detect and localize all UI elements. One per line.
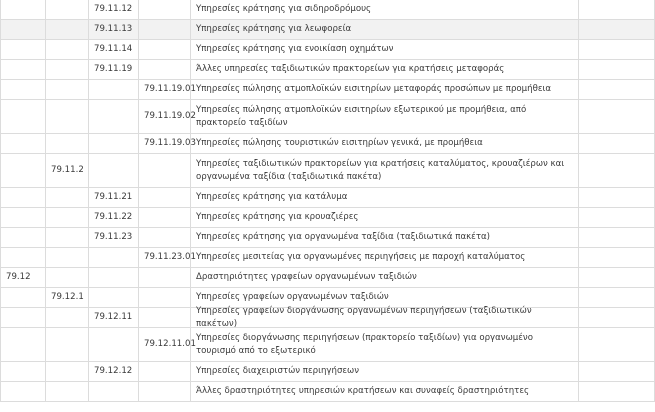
description-text: Υπηρεσίες πώλησης ατμοπλοϊκών εισιτηρίων μεταφοράς προσώπων με προμήθεια — [196, 84, 552, 95]
description-text: Υπηρεσίες κράτησης για ενοικίαση οχημάτων — [196, 44, 394, 55]
level3-code-cell — [88, 40, 138, 59]
table-row — [0, 134, 655, 154]
description-cell — [190, 268, 578, 287]
table-row — [0, 40, 655, 60]
table-row — [0, 100, 655, 134]
level4-code-cell — [138, 268, 190, 287]
extra-cell — [578, 134, 655, 153]
level1-code-cell — [0, 60, 45, 79]
level1-code-cell — [0, 100, 45, 133]
extra-cell — [578, 100, 655, 133]
level2-code-cell — [45, 40, 88, 59]
description-cell — [190, 20, 578, 39]
description-text: Υπηρεσίες κράτησης για σιδηροδρόμους — [196, 4, 372, 15]
level4-code-cell — [138, 100, 196, 133]
level4-code-cell — [138, 80, 196, 99]
level4-code-cell — [138, 40, 190, 59]
description-text: Υπηρεσίες κράτησης για λεωφορεία — [196, 24, 352, 35]
level4-code-text: 79.11.19.02 — [144, 111, 196, 122]
level3-code-cell — [88, 154, 138, 187]
level2-code-cell — [45, 100, 88, 133]
description-text: Υπηρεσίες κράτησης για κρουαζιέρες — [196, 212, 359, 223]
level2-code-cell — [45, 228, 88, 247]
level2-code-cell — [45, 134, 88, 153]
level3-code-cell — [88, 208, 138, 227]
table-row — [0, 20, 655, 40]
description-cell — [190, 0, 578, 19]
level3-code-cell — [88, 80, 138, 99]
level1-code-cell — [0, 20, 45, 39]
level2-code-cell — [45, 288, 88, 307]
table-row — [0, 328, 655, 362]
level3-code-cell — [88, 228, 138, 247]
description-text: Υπηρεσίες μεσιτείας για οργανωμένες περιηγήσεις με παροχή καταλύματος — [196, 252, 526, 263]
description-cell — [190, 80, 578, 99]
extra-cell — [578, 362, 655, 381]
table-row — [0, 208, 655, 228]
description-text: Υπηρεσίες κράτησης για οργανωμένα ταξίδια (ταξιδιωτικά πακέτα) — [196, 232, 491, 243]
level3-code-cell — [88, 60, 138, 79]
extra-cell — [578, 248, 655, 267]
level4-code-text: 79.11.19.03 — [144, 138, 196, 149]
description-text: Δραστηριότητες γραφείων οργανωμένων ταξιδιών — [196, 272, 417, 283]
extra-cell — [578, 208, 655, 227]
level3-code-text: 79.11.21 — [94, 192, 133, 203]
level2-code-cell — [45, 154, 88, 187]
level3-code-text: 79.12.11 — [94, 312, 133, 323]
level3-code-cell — [88, 362, 138, 381]
level3-code-text: 79.12.12 — [94, 366, 133, 377]
extra-cell — [578, 0, 655, 19]
level1-code-cell — [0, 308, 45, 327]
level1-code-cell — [0, 362, 45, 381]
extra-cell — [578, 154, 655, 187]
description-text: Υπηρεσίες ταξιδιωτικών πρακτορείων για κρατήσεις καταλύματος, κρουαζιέρων και οργανωμένα ταξίδια (ταξιδιωτικά πακέτα) — [196, 159, 565, 182]
level1-code-cell — [0, 382, 45, 401]
level2-code-cell — [45, 20, 88, 39]
description-text: Υπηρεσίες διοργάνωσης περιηγήσεων (πρακτορείο ταξιδίων) για οργανωμένο τουρισμό από το εξωτερικό — [196, 333, 533, 356]
level1-code-cell — [0, 328, 45, 361]
description-text: Άλλες υπηρεσίες ταξιδιωτικών πρακτορείων για κρατήσεις μεταφοράς — [196, 64, 505, 75]
level3-code-text: 79.11.19 — [94, 64, 133, 75]
extra-cell — [578, 228, 655, 247]
description-cell — [190, 362, 578, 381]
table-row — [0, 228, 655, 248]
level3-code-text: 79.11.14 — [94, 44, 133, 55]
description-text: Υπηρεσίες πώλησης τουριστικών εισιτηρίων γενικά, με προμήθεια — [196, 138, 483, 149]
level2-code-cell — [45, 80, 88, 99]
level1-code-cell — [0, 208, 45, 227]
description-text: Υπηρεσίες γραφείων διοργάνωσης οργανωμένων περιηγήσεων (ταξιδιωτικών πακέτων) — [196, 306, 532, 329]
description-cell — [190, 228, 578, 247]
table-row — [0, 80, 655, 100]
level1-code-cell — [0, 228, 45, 247]
extra-cell — [578, 308, 655, 327]
level4-code-cell — [138, 248, 196, 267]
level2-code-text: 79.11.2 — [51, 165, 84, 176]
level4-code-cell — [138, 60, 190, 79]
extra-cell — [578, 188, 655, 207]
level3-code-cell — [88, 188, 138, 207]
level3-code-cell — [88, 20, 138, 39]
description-cell — [190, 308, 578, 327]
extra-cell — [578, 80, 655, 99]
extra-cell — [578, 268, 655, 287]
level2-code-text: 79.12.1 — [51, 292, 84, 303]
table-row — [0, 0, 655, 20]
level2-code-cell — [45, 382, 88, 401]
level4-code-cell — [138, 362, 190, 381]
level4-code-text: 79.12.11.01 — [144, 339, 196, 350]
level4-code-cell — [138, 208, 190, 227]
level3-code-text: 79.11.12 — [94, 4, 133, 15]
level2-code-cell — [45, 0, 88, 19]
description-text: Υπηρεσίες κράτησης για κατάλυμα — [196, 192, 348, 203]
level4-code-cell — [138, 0, 190, 19]
level1-code-cell — [0, 154, 45, 187]
level3-code-cell — [88, 248, 138, 267]
extra-cell — [578, 20, 655, 39]
table-row — [0, 188, 655, 208]
level4-code-text: 79.11.19.01 — [144, 84, 196, 95]
level4-code-cell — [138, 308, 190, 327]
extra-cell — [578, 328, 655, 361]
level4-code-text: 79.11.23.01 — [144, 252, 196, 263]
table-row — [0, 308, 655, 328]
level2-code-cell — [45, 268, 88, 287]
level3-code-cell — [88, 100, 138, 133]
description-text: Υπηρεσίες διαχειριστών περιηγήσεων — [196, 366, 360, 377]
extra-cell — [578, 40, 655, 59]
level1-code-cell — [0, 288, 45, 307]
level1-code-cell — [0, 268, 45, 287]
level2-code-cell — [45, 308, 88, 327]
table-row — [0, 154, 655, 188]
level1-code-cell — [0, 134, 45, 153]
level1-code-cell — [0, 80, 45, 99]
level1-code-cell — [0, 188, 45, 207]
description-cell — [190, 154, 578, 187]
level2-code-cell — [45, 362, 88, 381]
level3-code-cell — [88, 134, 138, 153]
description-cell — [190, 40, 578, 59]
extra-cell — [578, 60, 655, 79]
level4-code-cell — [138, 20, 190, 39]
table-row — [0, 362, 655, 382]
description-text: Υπηρεσίες γραφείων οργανωμένων ταξιδιών — [196, 292, 389, 303]
extra-cell — [578, 288, 655, 307]
description-cell — [190, 208, 578, 227]
level4-code-cell — [138, 134, 196, 153]
level3-code-cell — [88, 382, 138, 401]
level3-code-cell — [88, 268, 138, 287]
level4-code-cell — [138, 188, 190, 207]
level3-code-cell — [88, 288, 138, 307]
level1-code-cell — [0, 40, 45, 59]
description-cell — [190, 382, 578, 401]
level2-code-cell — [45, 248, 88, 267]
description-cell — [190, 134, 578, 153]
level3-code-cell — [88, 328, 138, 361]
description-cell — [190, 328, 578, 361]
level1-code-cell — [0, 248, 45, 267]
description-cell — [190, 100, 578, 133]
description-text: Υπηρεσίες πώλησης ατμοπλοϊκών εισιτηρίων εξωτερικού με προμήθεια, από πρακτορείο ταξιδίων — [196, 105, 527, 128]
description-text: Άλλες δραστηριότητες υπηρεσιών κρατήσεων και συναφείς δραστηριότητες — [196, 386, 530, 397]
table-row — [0, 268, 655, 288]
extra-cell — [578, 382, 655, 401]
level3-code-cell — [88, 308, 138, 327]
table-row — [0, 382, 655, 402]
level4-code-cell — [138, 288, 190, 307]
level3-code-cell — [88, 0, 138, 19]
level2-code-cell — [45, 60, 88, 79]
level2-code-cell — [45, 208, 88, 227]
level2-code-cell — [45, 188, 88, 207]
level1-code-cell — [0, 0, 45, 19]
level4-code-cell — [138, 382, 190, 401]
table-row — [0, 60, 655, 80]
level4-code-cell — [138, 154, 190, 187]
level3-code-text: 79.11.23 — [94, 232, 133, 243]
level4-code-cell — [138, 328, 196, 361]
level3-code-text: 79.11.22 — [94, 212, 133, 223]
level1-code-text: 79.12 — [6, 272, 31, 283]
level3-code-text: 79.11.13 — [94, 24, 133, 35]
description-cell — [190, 60, 578, 79]
description-cell — [190, 248, 578, 267]
table-row — [0, 248, 655, 268]
description-cell — [190, 188, 578, 207]
level4-code-cell — [138, 228, 190, 247]
level2-code-cell — [45, 328, 88, 361]
